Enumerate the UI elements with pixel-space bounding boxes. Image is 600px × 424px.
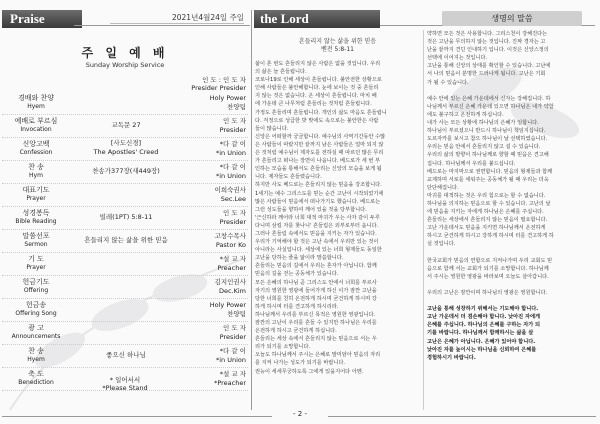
sermon-line: 를 지켜 나가는 성도가 되기를 바랍니다. xyxy=(255,360,346,367)
row-label xyxy=(2,117,70,134)
row-leader-primary: Holy Power xyxy=(209,301,246,309)
word-line: 선택에 이어지는 것입니다. xyxy=(427,55,488,62)
row-label xyxy=(2,140,70,157)
word-line: 고난을 통해 성장하기 위해서는 기도해야 합니다. xyxy=(427,306,539,313)
sermon-line: 온전하게 하시고 굳건하게 하십니다. xyxy=(255,328,337,335)
sermon-line: 다니며 삼킬 자를 찾나니' 흔들림은 외부로부터 옵니다. xyxy=(255,222,379,229)
word-line: 우리는 믿음 안에서 흔들리지 않고 설 수 있습니다. xyxy=(427,144,541,151)
row-label-en: Bible Reading xyxy=(15,217,57,225)
sermon-line: 그런 성도들을 향하여 깨어 있을 것을 당부합니다. xyxy=(255,206,367,213)
row-leader-secondary: *in Union xyxy=(215,148,246,157)
order-of-service xyxy=(2,30,248,405)
sermon-line: 에 가운데 큰 나무처럼 흔들리는 것처럼 흔들립니다. xyxy=(255,101,372,108)
service-row xyxy=(2,92,248,115)
sermon-line: 리가 되기를 소망합니다. xyxy=(255,344,311,351)
word-line xyxy=(427,281,595,289)
row-label-ko: 경배와 찬양 xyxy=(17,94,55,102)
row-label xyxy=(2,232,70,249)
word-line: 단단해집니다. xyxy=(427,184,459,191)
sermon-line: 들이 많습니다. xyxy=(255,125,289,132)
sermon-line: 흔들리는 믿음의 길에서 우리는 혼자가 아닙니다. 함께 xyxy=(255,263,377,270)
word-line: 우리의 고난은 잠깐이며 하나님의 영광은 영원합니다. xyxy=(427,290,548,296)
row-label-ko: 광 고 xyxy=(28,324,44,332)
word-line: 에 믿음을 지키는 자에게 하나님은 은혜를 주십니다. xyxy=(427,209,544,216)
row-label xyxy=(2,347,70,364)
row-leader-primary: 고창수목사 xyxy=(214,232,246,240)
sermon-line: 고난을 당하는 줄을 앎이라 말씀합니다. xyxy=(255,255,344,262)
sermon-line: 은 사람들이 따랐지만 끝까지 남은 사람들은 얼마 되지 않 xyxy=(255,141,384,148)
sermon-line: 인하는 모습을 통해서도 흔들리는 신앙의 모습을 보게 됩 xyxy=(255,166,382,173)
row-leader xyxy=(174,140,246,157)
sermon-line: 가 흔들리고 떠나는 장면이 나옵니다. 베드로가 세 번 부 xyxy=(255,158,381,165)
word-line: 나님께서 부르신 은혜 가운데 있으면 하나님은 내가 약함 xyxy=(427,103,554,110)
row-leader-secondary: *in Union xyxy=(215,171,246,180)
word-line: 하시고 굳건하게 하시고 강하게 하시며 터를 견고하게 하 xyxy=(427,233,554,240)
sermon-line: 모든 은혜의 하나님 곧 그리스도 안에서 너희를 부르사 xyxy=(255,279,377,286)
word-line: 은혜를 주십니다. 하나님의 은혜를 구하는 자가 되 xyxy=(427,322,541,329)
sermon-line: 흔들리는 세상 속에서 흔들리지 않는 믿음으로 서는 우 xyxy=(255,336,377,343)
row-label xyxy=(2,324,70,341)
word-line: 하나님이 부르셨으니 반드시 하나님이 책임지십니다. xyxy=(427,128,546,135)
presider-name: 인 도 : 인 도 자 xyxy=(202,76,246,84)
word-line: 마귀를 대적하는 것은 우리 힘으로는 할 수 없습니다. xyxy=(427,192,546,199)
sermon-line: 인해 사람들은 불안해합니다. 눈에 보이는 것 중 흔들리 xyxy=(255,85,379,92)
row-label xyxy=(2,186,70,203)
sermon-title: 흔들리지 않는 삶을 위한 믿음 xyxy=(298,38,377,45)
row-label-ko: 말씀선포 xyxy=(22,232,50,240)
sermon-line: 의 삶은 늘 흔들립니다. xyxy=(255,69,307,76)
footer-rule xyxy=(2,416,272,417)
word-line: 에도 불구하고 온전하게 하십니다. xyxy=(427,111,504,118)
row-leader-primary: 인 도 자 xyxy=(223,324,246,332)
service-row xyxy=(2,299,248,322)
word-line: 음으로 함께 서는 교회가 되기를 소망합니다. 하나님께 xyxy=(427,265,549,272)
page-number: - 2 - xyxy=(293,410,307,418)
sermon-line: '근신하라 깨어라 너희 대적 마귀가 우는 사자 같이 두루 xyxy=(255,214,380,221)
stand-note xyxy=(2,376,248,392)
stand-note-en: *Please Stand xyxy=(102,384,148,392)
sermon-line: 1세기는 예수 그리스도를 믿는 순간 고난이 시작되었기에 xyxy=(255,190,384,197)
sermon-line: 다. 걱정으로 성급한 밧 맞에도 속으로는 불안한은 사람 xyxy=(255,117,379,124)
row-label xyxy=(2,301,70,318)
row-label-en: Offering xyxy=(23,286,49,294)
row-leader-secondary: Presider xyxy=(219,125,246,134)
row-label-en: Offering Song xyxy=(15,309,57,317)
sermon-line: 당한 너희를 친히 온전하게 하시며 굳건하게 하시며 강 xyxy=(255,295,377,302)
sermon-line: 아니라는 사실입니다. 세상에 있는 너희 형제들도 동일한 xyxy=(255,247,382,254)
word-line: 서 나의 믿음이 분명한 드러나게 됩니다. 고난은 기회 xyxy=(427,71,546,78)
sermon-line: 하게 하시며 터를 견고하게 하시리라. xyxy=(255,303,339,310)
service-rows xyxy=(2,92,248,391)
row-leader-secondary: Pastor Ko xyxy=(215,240,246,249)
word-line: 경험하시기 바랍니다. xyxy=(427,354,476,361)
service-row xyxy=(2,253,248,276)
word-of-life-title: 생명의 말씀 xyxy=(442,11,582,26)
sermon-heading xyxy=(255,38,420,54)
row-label-en: Invocation xyxy=(20,125,52,133)
column-divider xyxy=(423,30,424,410)
sermon-line: 우리가 기억해야 할 것은 고난 속에서 우리만 있는 것이 xyxy=(255,239,379,246)
row-leader-secondary: Sec.Lee xyxy=(220,194,246,203)
row-content: 찬송가377장(새449장) xyxy=(92,167,160,175)
row-leader-primary: *다 같 이 xyxy=(219,163,246,171)
word-line xyxy=(427,249,595,257)
word-line: 가 될 수 있습니다. xyxy=(427,79,469,86)
worship-title: 주 일 예 배 xyxy=(81,46,169,60)
word-line xyxy=(427,87,595,95)
service-date: 2021년4월24일 주일 xyxy=(110,12,244,24)
sermon-line: 믿음의 길을 걷는 공동체가 있습니다. xyxy=(255,271,339,278)
row-label-en: Hyem xyxy=(27,355,45,363)
row-leader-secondary: 찬양팀 xyxy=(227,102,246,111)
sermon-line: 삶이 흔 번도 흔들리지 않은 사람은 없을 것입니다. 우리 xyxy=(255,61,381,67)
row-leader-secondary: *in Union xyxy=(215,355,246,364)
row-leader xyxy=(174,163,246,180)
row-label-ko: 기 도 xyxy=(28,255,44,263)
word-line: 고난은 은혜가 아닙니다. 은혜가 있어야 합니다. xyxy=(427,338,536,345)
sermon-body xyxy=(255,60,420,376)
service-row xyxy=(2,115,248,138)
word-line: 내가 사는 모든 상황에 하나님의 은혜가 임합니다. xyxy=(427,120,539,127)
row-label-en: Prayer xyxy=(26,194,46,202)
row-leader xyxy=(174,255,246,272)
word-line xyxy=(427,297,595,305)
row-leader-secondary: Preacher xyxy=(217,263,246,272)
row-leader xyxy=(174,94,246,111)
row-leader xyxy=(174,324,246,341)
worship-subtitle: Sunday Worship Service xyxy=(85,61,165,69)
row-leader-primary: *다 같 이 xyxy=(219,140,246,148)
row-leader-primary: *설 교 자 xyxy=(219,370,246,378)
word-column xyxy=(427,30,595,405)
praise-header: Praise xyxy=(2,10,82,28)
row-label-ko: 신앙고백 xyxy=(22,140,50,148)
word-line: 우리의 삶의 방향이 하나님께로 향할 때 믿음은 견고해 xyxy=(427,152,549,159)
word-line: 낮아진 자를 높이시는 하나님을 신뢰하여 은혜를 xyxy=(427,346,537,353)
row-leader xyxy=(174,301,246,318)
word-line: 흔들리는 세상에서 흔들리지 않는 믿음이 필요합니다. xyxy=(427,217,548,224)
presider-en: Presider Presider xyxy=(191,84,246,92)
sermon-line: 신앙은 어떠할까 궁금합니다. 예수님의 사역기간동안 수많 xyxy=(255,133,386,140)
row-label-ko: 헌금기도 xyxy=(22,278,50,286)
service-row xyxy=(2,322,248,345)
word-line: 도르자카를 보시고 참으 하나님이 날 선택하였습니다. xyxy=(427,136,548,143)
word-line: 서 주시는 영원한 영광을 바라보며 오늘도 살아갑니다. xyxy=(427,273,549,280)
row-leader-primary: 이희숙권사 xyxy=(214,186,246,194)
row-label xyxy=(2,278,70,295)
row-content: 교독문 27 xyxy=(111,121,141,129)
word-line: 한국교회가 믿음의 연합으로 지켜나가며 우리 교회도 믿 xyxy=(427,257,553,264)
sermon-line: 가정도 흔들리며 흔들립니다. 개인의 삶도 마음도 흔들립니 xyxy=(255,109,387,116)
sermon-line: 그러나 흔들림 속에서도 믿음을 지키는 자가 있습니다. xyxy=(255,230,377,237)
word-line: 실 것입니다. xyxy=(427,241,456,248)
sermon-line: 권능이 세세무궁하도록 그에게 있을지어다 아멘. xyxy=(255,368,364,375)
word-line: 교제하며 서로를 세워주는 공동체가 될 때 우리는 더욱 xyxy=(427,176,549,183)
row-label-en: Sermon xyxy=(24,240,48,248)
word-line: 베드로는 마지막으로 권면합니다. 믿음의 형제들과 함께 xyxy=(427,168,553,175)
row-leader-primary: 인 도 자 xyxy=(223,117,246,125)
word-line: 고난을 통해 신앙의 상태를 확인할 수 있습니다. 고난에 xyxy=(427,63,551,70)
row-label-en: Prayer xyxy=(26,263,46,271)
word-line: 것은 고난을 무의하지 않는 것입니다. 진짜 경자는 고 xyxy=(427,39,546,46)
row-label-ko: 찬 송 xyxy=(28,163,44,171)
service-row xyxy=(2,161,248,184)
row-leader-secondary: Presider xyxy=(219,217,246,226)
row-label-ko: 축 도 xyxy=(28,370,44,378)
sermon-line: 자기의 영원한 영광에 들어가게 하신 이가 잠깐 고난을 xyxy=(255,287,377,294)
stand-note-ko: * 일어서서 xyxy=(109,376,141,384)
service-row xyxy=(2,184,248,207)
footer-rule xyxy=(328,416,596,417)
row-leader-primary: *다 같 이 xyxy=(219,347,246,355)
row-leader-secondary: *Preacher xyxy=(214,378,246,387)
row-leader xyxy=(174,347,246,364)
row-label-en: Hyem xyxy=(27,102,45,110)
row-label xyxy=(2,255,70,272)
service-row xyxy=(2,276,248,299)
row-label-en: Confession xyxy=(19,148,53,156)
sermon-line: 은 것처럼 예수님이 제자도를 전하실 때 따르던 많은 무리 xyxy=(255,150,384,157)
word-line: 고난 가운데서도 믿음을 지키면 하나님께서 온전하게 xyxy=(427,225,546,232)
row-label xyxy=(2,94,70,111)
word-line: 집니다. 하나님께서 우리를 붙드십니다. xyxy=(427,160,516,167)
word-line: 예수 안에 있는 은혜 가운데에서 신자는 강해집니다. 하 xyxy=(427,95,551,102)
sermon-line: 지 않는 것은 없습니다. 온 세상이 흔들립니다. 마치 배 xyxy=(255,93,377,100)
word-line: 기를 바랍니다. 하나님께서 함께하시는 삶을 살 xyxy=(427,330,534,337)
row-label-ko: 헌금송 xyxy=(25,301,47,309)
row-content: [사도신경] The Apostles' Creed xyxy=(93,139,159,156)
row-label-ko: 찬 송 xyxy=(28,347,44,355)
row-leader xyxy=(174,117,246,134)
row-leader xyxy=(174,232,246,249)
word-body xyxy=(427,30,595,362)
service-row xyxy=(2,138,248,161)
row-leader-secondary: Presider xyxy=(219,332,246,341)
row-label xyxy=(2,163,70,180)
row-leader xyxy=(174,278,246,295)
row-label xyxy=(2,209,70,226)
row-leader-primary: 인 도 자 xyxy=(223,209,246,217)
row-label-en: Benediction xyxy=(18,378,54,386)
word-line: 하나님을 의지하는 믿음으로 할 수 있습니다. 고난의 날 xyxy=(427,200,551,207)
sermon-column xyxy=(255,30,420,405)
row-leader-secondary: 찬양팀 xyxy=(227,309,246,318)
word-line: 난을 끝까지 견딘 인내하기 입니다. 이것은 신앙스정의 xyxy=(427,47,549,54)
row-content: 빌레(1PT) 5:8-11 xyxy=(99,213,153,221)
service-row xyxy=(2,230,248,253)
sermon-line: 니다. 제자들도 흔들렸습니다. xyxy=(255,174,322,181)
the-lord-header: the Lord xyxy=(254,10,380,28)
row-label-en: Hym xyxy=(29,171,43,179)
sermon-line: 하지만 사도 베드로는 흔들리지 않는 믿음을 강조합니다. xyxy=(255,182,382,189)
row-content: 흔들리지 않는 삶을 위한 믿음 xyxy=(84,236,168,244)
row-leader-secondary: Dec.Kim xyxy=(218,286,246,295)
row-label-ko: 성경봉독 xyxy=(22,209,50,217)
presider-block xyxy=(162,76,246,92)
sermon-line: 하나님께서 우리를 부르신 목적은 영원한 영광입니다. xyxy=(255,311,376,318)
page-divider xyxy=(251,10,252,410)
sermon-line: 잠깐의 고난이 우리를 흔들 수 있지만 하나님은 우리를 xyxy=(255,320,377,326)
sermon-line: 많은 사람들이 믿음에서 떠나가기도 했습니다. 베드로는 xyxy=(255,198,381,205)
sermon-reference: 벧전 5:8-11 xyxy=(321,46,354,53)
word-line: 약하면 모든 것은 사용합니다. 그리스천이 강해진다는 xyxy=(427,31,548,37)
service-row xyxy=(2,207,248,230)
sermon-line: 오늘도 하나님께서 주시는 은혜로 말미암아 믿음의 자리 xyxy=(255,352,381,359)
word-line: 고난 가운데서 더 겸손해야 합니다. 낮아진 자에게 xyxy=(427,314,541,321)
row-leader-primary: 김지인권사 xyxy=(214,278,246,286)
row-label-ko: 대표기도 xyxy=(22,186,50,194)
row-leader xyxy=(174,209,246,226)
service-row xyxy=(2,345,248,368)
row-content: 좋으신 하나님 xyxy=(106,351,146,359)
header-rule xyxy=(74,25,250,26)
row-leader xyxy=(174,186,246,203)
row-leader-primary: *설 교 자 xyxy=(219,255,246,263)
row-leader-primary: Holy Power xyxy=(209,94,246,102)
row-label-en: Announcements xyxy=(11,332,61,340)
sermon-line: 코로나19로 인해 세상이 흔들립니다. 불안전한 상황으로 xyxy=(255,77,382,84)
row-label-ko: 예배로 부르심 xyxy=(14,117,58,125)
